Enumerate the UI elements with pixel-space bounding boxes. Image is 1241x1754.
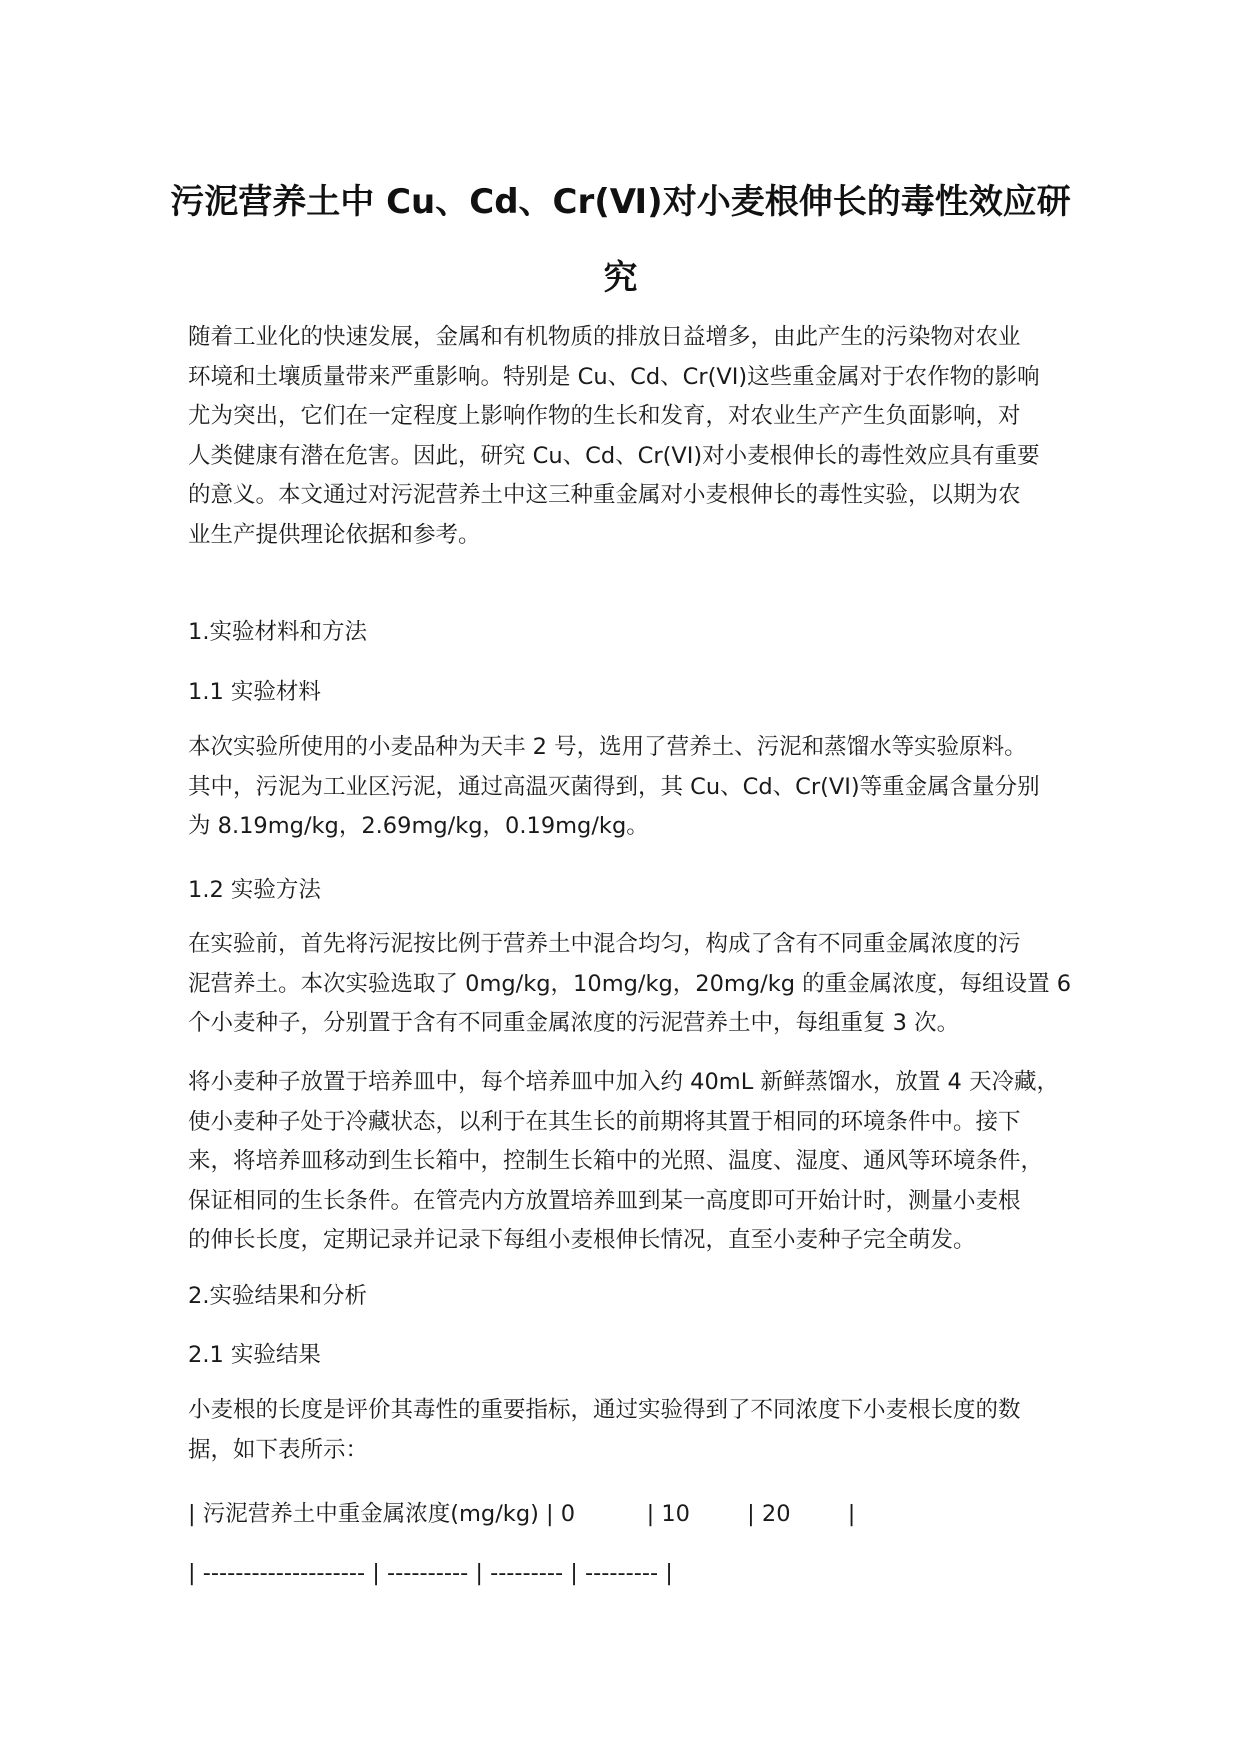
text-line: 保证相同的生长条件。在管壳内方放置培养皿到某一高度即可开始计时，测量小麦根 <box>188 1187 1021 1214</box>
materials-paragraph <box>188 728 1078 847</box>
section-heading-2: 2.实验结果和分析 <box>188 1283 367 1309</box>
subsection-heading-2-1: 2.1 实验结果 <box>188 1342 321 1368</box>
text-line: 将小麦种子放置于培养皿中，每个培养皿中加入约 40mL 新鲜蒸馏水，放置 4 天冷藏， <box>188 1069 1060 1095</box>
intro-paragraph <box>188 318 1078 555</box>
text-line: 其中，污泥为工业区污泥，通过高温灭菌得到，其 Cu、Cd、Cr(VI)等重金属含量分别 <box>188 773 1040 800</box>
table-header-row: | 污泥营养土中重金属浓度(mg/kg) | 0 | 10 | 20 | <box>188 1501 856 1527</box>
text-line: 使小麦种子处于冷藏状态，以利于在其生长的前期将其置于相同的环境条件中。接下 <box>188 1108 1021 1135</box>
subsection-heading-1-1: 1.1 实验材料 <box>188 679 321 705</box>
text-line: 尤为突出，它们在一定程度上影响作物的生长和发育，对农业生产产生负面影响，对 <box>188 403 1021 429</box>
results-paragraph <box>188 1391 1078 1470</box>
text-line: 业生产提供理论依据和参考。 <box>188 521 481 548</box>
text-line: 来，将培养皿移动到生长箱中，控制生长箱中的光照、温度、湿度、通风等环境条件， <box>188 1148 1044 1174</box>
text-line: 据，如下表所示： <box>188 1436 369 1463</box>
section-heading-1: 1.实验材料和方法 <box>188 619 367 645</box>
text-line: 的伸长长度，定期记录并记录下每组小麦根伸长情况，直至小麦种子完全萌发。 <box>188 1227 976 1253</box>
methods-paragraph-1 <box>188 925 1078 1044</box>
text-line: 随着工业化的快速发展，金属和有机物质的排放日益增多，由此产生的污染物对农业 <box>188 324 1021 350</box>
text-line: 为 8.19mg/kg，2.69mg/kg，0.19mg/kg。 <box>188 813 649 839</box>
document-title-line-2: 究 <box>603 258 638 298</box>
text-line: 小麦根的长度是评价其毒性的重要指标，通过实验得到了不同浓度下小麦根长度的数 <box>188 1397 1021 1423</box>
text-line: 环境和土壤质量带来严重影响。特别是 Cu、Cd、Cr(VI)这些重金属对于农作物的影响 <box>188 363 1040 390</box>
text-line: 泥营养土。本次实验选取了 0mg/kg，10mg/kg，20mg/kg 的重金属浓度，每组设置 6 <box>188 970 1072 997</box>
text-line: 人类健康有潜在危害。因此，研究 Cu、Cd、Cr(VI)对小麦根伸长的毒性效应具有重要 <box>188 442 1040 469</box>
text-line: 本次实验所使用的小麦品种为天丰 2 号，选用了营养土、污泥和蒸馏水等实验原料。 <box>188 734 1027 760</box>
text-line: 个小麦种子，分别置于含有不同重金属浓度的污泥营养土中，每组重复 3 次。 <box>188 1010 960 1036</box>
text-line: 的意义。本文通过对污泥营养土中这三种重金属对小麦根伸长的毒性实验，以期为农 <box>188 482 1021 508</box>
table-separator-row: | -------------------- | ---------- | --------- | --------- | <box>188 1560 673 1586</box>
methods-paragraph-2 <box>188 1063 1078 1261</box>
document-title-line-1: 污泥营养土中 Cu、Cd、Cr(Ⅵ)对小麦根伸长的毒性效应研 <box>170 182 1071 222</box>
text-line: 在实验前，首先将污泥按比例于营养土中混合均匀，构成了含有不同重金属浓度的污 <box>188 931 1021 957</box>
subsection-heading-1-2: 1.2 实验方法 <box>188 877 321 903</box>
